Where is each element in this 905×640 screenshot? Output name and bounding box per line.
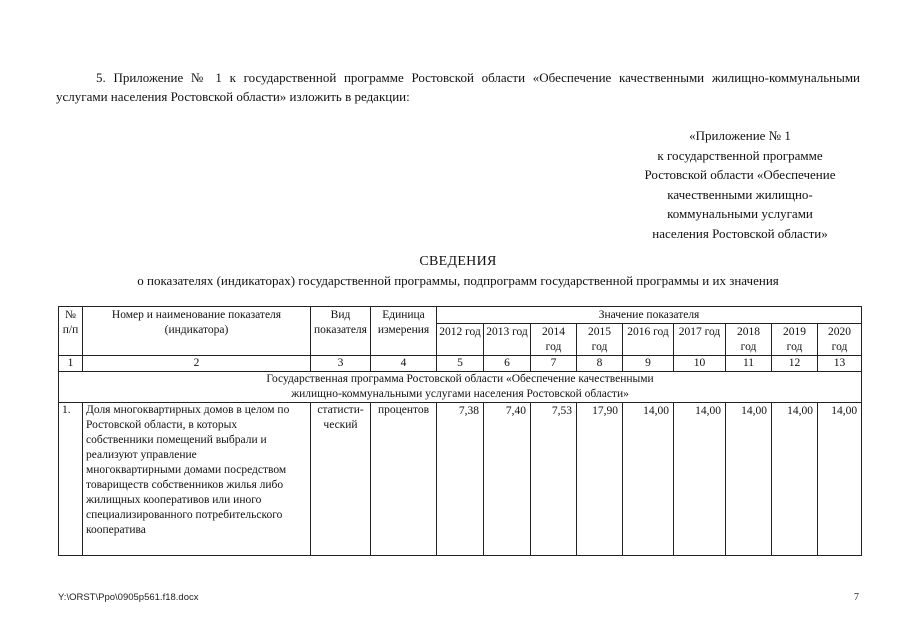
column-number: 5 xyxy=(437,356,484,372)
row-type-text: статисти-ческий xyxy=(317,404,364,431)
column-number: 7 xyxy=(531,356,577,372)
header-year: 2014 год xyxy=(531,324,577,356)
header-year: 2013 год xyxy=(484,324,531,356)
page-number: 7 xyxy=(854,592,859,603)
header-year: 2012 год xyxy=(437,324,484,356)
section-title xyxy=(59,372,862,403)
column-number-row xyxy=(59,356,862,372)
row-value: 14,00 xyxy=(726,403,772,556)
row-name xyxy=(83,403,311,556)
column-number: 12 xyxy=(772,356,818,372)
row-value: 14,00 xyxy=(818,403,862,556)
footer-file-path: Y:\ORST\Ppo\0905p561.f18.docx xyxy=(58,592,199,603)
header-year: 2016 год xyxy=(623,324,674,356)
column-number: 4 xyxy=(371,356,437,372)
appendix-line: коммунальными услугами xyxy=(667,206,813,221)
header-num: № п/п xyxy=(59,307,83,356)
indicators-table xyxy=(58,306,862,556)
row-value: 7,38 xyxy=(437,403,484,556)
column-number: 11 xyxy=(726,356,772,372)
row-unit: процентов xyxy=(371,403,437,556)
row-value: 7,53 xyxy=(531,403,577,556)
row-value: 14,00 xyxy=(772,403,818,556)
appendix-line: населения Ростовской области» xyxy=(652,225,828,241)
header-name: Номер и наименование показателя (индикатора) xyxy=(83,307,311,356)
appendix-line: к государственной программе xyxy=(657,147,823,163)
header-values: Значение показателя xyxy=(437,307,862,324)
intro-text: 5. Приложение № 1 к государственной программе Ростовской области «Обеспечение качественными жилищно-коммунальными услугами населения Ростовской области» изложить в редакции: xyxy=(56,70,860,104)
section-text: Государственная программа Ростовской области «Обеспечение качественными жилищно-коммунальными услугами населения Ростовской области» xyxy=(266,373,654,400)
heading-subtitle: о показателях (индикаторах) государственной программы, подпрограмм государственной программы и их значения xyxy=(137,273,779,288)
appendix-line: качественными жилищно- xyxy=(667,186,813,202)
column-number: 9 xyxy=(623,356,674,372)
column-number: 10 xyxy=(674,356,726,372)
table-row xyxy=(59,403,862,556)
appendix-header xyxy=(620,126,860,243)
heading-title: СВЕДЕНИЯ xyxy=(419,254,497,269)
column-number: 3 xyxy=(311,356,371,372)
section-row xyxy=(59,372,862,403)
column-number: 8 xyxy=(577,356,623,372)
header-year: 2018 год xyxy=(726,324,772,356)
column-number: 2 xyxy=(83,356,311,372)
header-type: Вид показателя xyxy=(311,307,371,356)
column-number: 13 xyxy=(818,356,862,372)
row-num: 1. xyxy=(59,403,83,556)
column-number: 6 xyxy=(484,356,531,372)
header-year: 2020 год xyxy=(818,324,862,356)
appendix-line: «Приложение № 1 xyxy=(689,128,791,143)
row-type xyxy=(311,403,371,556)
appendix-line: Ростовской области «Обеспечение xyxy=(644,167,836,182)
row-value: 14,00 xyxy=(623,403,674,556)
header-year: 2017 год xyxy=(674,324,726,356)
header-year: 2015 год xyxy=(577,324,623,356)
row-name-text: Доля многоквартирных домов в целом по Ростовской области, в которых собственники помещений выбрали и реализуют управление многоквартирными домами посредством товариществ собственников жилья либо жилищных кооперативов или иного специализированного потребительского кооператива xyxy=(86,404,290,536)
intro-paragraph xyxy=(56,68,860,106)
document-heading xyxy=(56,252,860,290)
row-value: 7,40 xyxy=(484,403,531,556)
row-value: 17,90 xyxy=(577,403,623,556)
header-unit: Единица измерения xyxy=(371,307,437,356)
column-number: 1 xyxy=(59,356,83,372)
row-value: 14,00 xyxy=(674,403,726,556)
header-year: 2019 год xyxy=(772,324,818,356)
